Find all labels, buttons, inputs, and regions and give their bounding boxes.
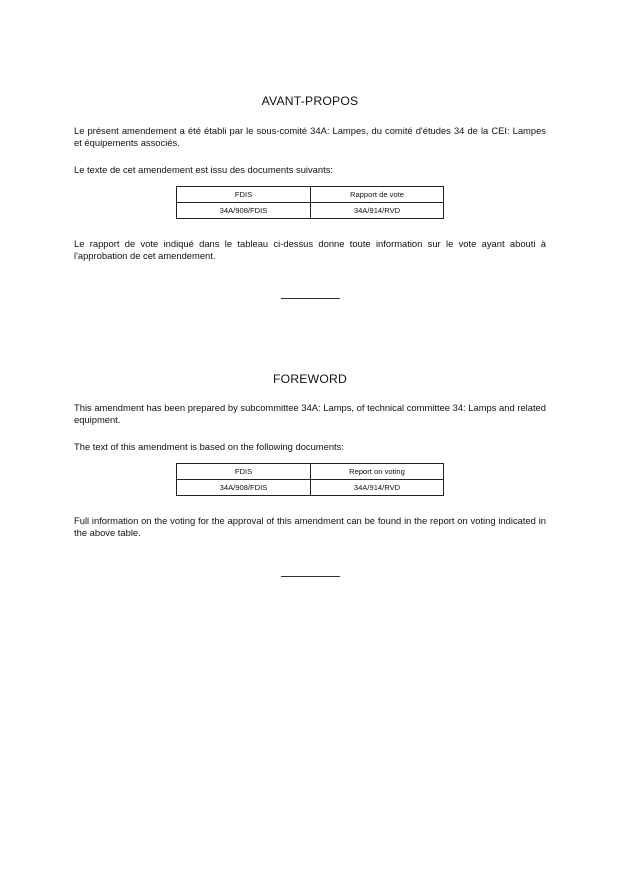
end-separator-rule	[281, 576, 340, 577]
table-cell-voting-report: 34A/914/RVD	[311, 480, 444, 496]
table-cell-fdis: 34A/908/FDIS	[177, 480, 311, 496]
english-closing-paragraph: Full information on the voting for the approval of this amendment can be found in the report on voting indicated in the above table.	[74, 515, 546, 538]
section-separator-rule	[281, 298, 340, 299]
table-cell-fdis: 34A/908/FDIS	[177, 203, 311, 219]
english-title-block	[74, 372, 546, 386]
table-header-fdis: FDIS	[177, 187, 311, 203]
english-intro-block	[74, 402, 546, 426]
french-intro-block	[74, 125, 546, 149]
table-header-row	[177, 187, 444, 203]
table-cell-vote-report: 34A/914/RVD	[311, 203, 444, 219]
english-closing-block	[74, 515, 546, 539]
table-row	[177, 203, 444, 219]
french-docs-intro-paragraph: Le texte de cet amendement est issu des documents suivants:	[74, 164, 333, 175]
table-header-fdis: FDIS	[177, 464, 311, 480]
table-header-row	[177, 464, 444, 480]
french-intro-paragraph: Le présent amendement a été établi par le sous-comité 34A: Lampes, du comité d'études 34 de la CEI: Lampes et équipements associés.	[74, 125, 546, 148]
table-header-voting-report: Report on voting	[311, 464, 444, 480]
english-intro-paragraph: This amendment has been prepared by subcommittee 34A: Lamps, of technical committee 34: Lamps and related equipment.	[74, 402, 546, 425]
english-documents-table	[176, 463, 444, 496]
french-title: AVANT-PROPOS	[261, 94, 359, 108]
french-title-block	[74, 94, 546, 108]
french-docs-intro-block	[74, 164, 546, 176]
french-closing-paragraph: Le rapport de vote indiqué dans le tableau ci-dessus donne toute information sur le vote ayant abouti à l'approbation de cet amendement.	[74, 238, 546, 261]
french-documents-table	[176, 186, 444, 219]
english-docs-intro-paragraph: The text of this amendment is based on the following documents:	[74, 441, 344, 452]
table-header-vote-report: Rapport de vote	[311, 187, 444, 203]
english-docs-intro-block	[74, 441, 546, 453]
table-row	[177, 480, 444, 496]
english-title: FOREWORD	[272, 372, 348, 386]
french-closing-block	[74, 238, 546, 262]
